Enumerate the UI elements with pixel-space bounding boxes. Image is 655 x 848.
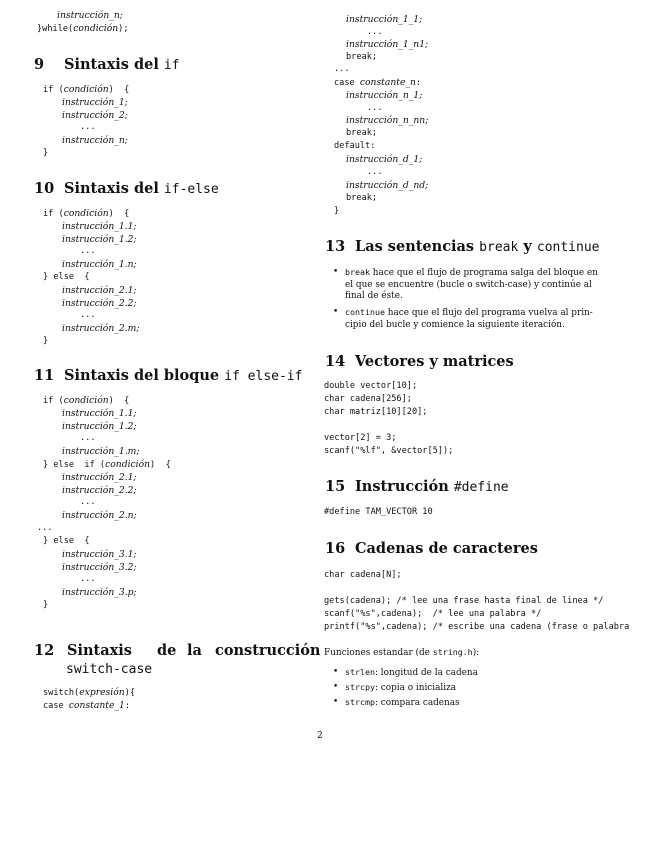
code-line: vector[2] = 3; [324,433,397,443]
list-item: • strlen: longitud de la cadena [333,667,478,678]
code-line: instrucción_1.2; [62,234,137,245]
section-12-heading-code: switch-case [66,662,153,677]
code-line: } [43,600,49,610]
code-line: instrucción_2.n; [62,510,137,521]
code-line: ... [334,64,350,74]
code-line: if (condición) { [43,84,130,95]
code-line: default: [334,141,376,151]
code-line: ... [367,167,383,177]
code-line: instrucción_1.n; [62,259,137,270]
code-line: ... [80,574,96,584]
code-line: gets(cadena); /* lee una frase hasta final de linea */ [324,596,604,606]
code-line: instrucción_2.2; [62,298,137,309]
code-line: instrucción_1_n1; [346,39,429,50]
code-line: if (condición) { [43,208,130,219]
code-line: instrucción_n_nn; [346,115,429,126]
list-item: • continue hace que el flujo del programa vuelva al prin- cipio del bucle y comience la siguiente iteración. [333,307,593,330]
code-line: break; [346,193,378,203]
code-line: instrucción_d_1; [346,154,423,165]
code-line: } else { [43,272,90,282]
code-line: } [334,206,340,216]
code-line: printf("%s",cadena); /* escribe una cadena (frase o palabra [324,622,630,632]
section-12-heading: 12 Sintaxis de la construcción [34,642,321,659]
code-line: instrucción_1; [62,97,128,108]
code-line: } else { [43,536,90,546]
code-line: instrucción_2.2; [62,485,137,496]
code-line: } else if (condición) { [43,459,171,470]
code-line: ... [80,246,96,256]
code-line: instrucción_1.1; [62,221,137,232]
code-line: break; [346,128,378,138]
code-line: ... [80,122,96,132]
code-line: char cadena[N]; [324,570,402,580]
code-line: char matriz[10][20]; [324,407,428,417]
section-14-heading: 14 Vectores y matrices [325,353,514,370]
code-line: ... [367,103,383,113]
section-10-heading: 10 Sintaxis del if-else [34,180,219,197]
code-line: double vector[10]; [324,381,418,391]
code-line: instrucción_2.m; [62,323,140,334]
funcs-intro: Funciones estandar (de string.h): [324,647,480,658]
code-line: instrucción_2.1; [62,472,137,483]
code-line: instrucción_3.2; [62,562,137,573]
code-line: instrucción_3.1; [62,549,137,560]
code-line: } [43,336,49,346]
code-line: instrucción_1.m; [62,446,140,457]
code-line: instrucción_d_nd; [346,180,429,191]
code-line: ... [80,310,96,320]
code-line: instrucción_1.2; [62,421,137,432]
section-13-heading: 13 Las sentencias break y continue [325,238,600,255]
code-line: if (condición) { [43,395,130,406]
section-16-heading: 16 Cadenas de caracteres [325,540,538,557]
section-9-heading: 9 Sintaxis del if [34,56,180,73]
code-line: ... [80,497,96,507]
code-line: instrucción_1_1; [346,14,423,25]
section-11-heading: 11 Sintaxis del bloque if else-if [34,367,303,384]
code-line: instrucción_1.1; [62,408,137,419]
code-line: instrucción_n_1; [346,90,423,101]
code-line: instrucción_2.1; [62,285,137,296]
code-line: instrucción_n; [57,10,123,21]
code-line: instrucción_n; [62,135,128,146]
code-line: scanf("%lf", &vector[5]); [324,446,454,456]
page-number: 2 [317,731,323,741]
code-line: char cadena[256]; [324,394,412,404]
code-line: ... [37,523,53,533]
code-line: case constante_1: [43,700,131,711]
list-item: • strcpy: copia o inicializa [333,682,457,693]
code-line: } [43,148,49,158]
code-line: break; [346,52,378,62]
code-line: instrucción_2; [62,110,128,121]
code-line: case constante_n: [334,77,422,88]
code-line: ... [80,433,96,443]
code-line: switch(expresión){ [43,687,136,698]
list-item: • break hace que el flujo de programa salga del bloque en el que se encuentre (bucle o switch-case) y continúe al final de éste. [333,267,598,301]
code-line: }while(condición); [37,23,129,34]
section-15-heading: 15 Instrucción #define [325,478,509,495]
code-line: instrucción_3.p; [62,587,137,598]
code-line: scanf("%s",cadena); /* lee una palabra */ [324,609,542,619]
code-line: ... [367,27,383,37]
code-line: #define TAM_VECTOR 10 [324,507,433,517]
list-item: • strcmp: compara cadenas [333,697,460,708]
